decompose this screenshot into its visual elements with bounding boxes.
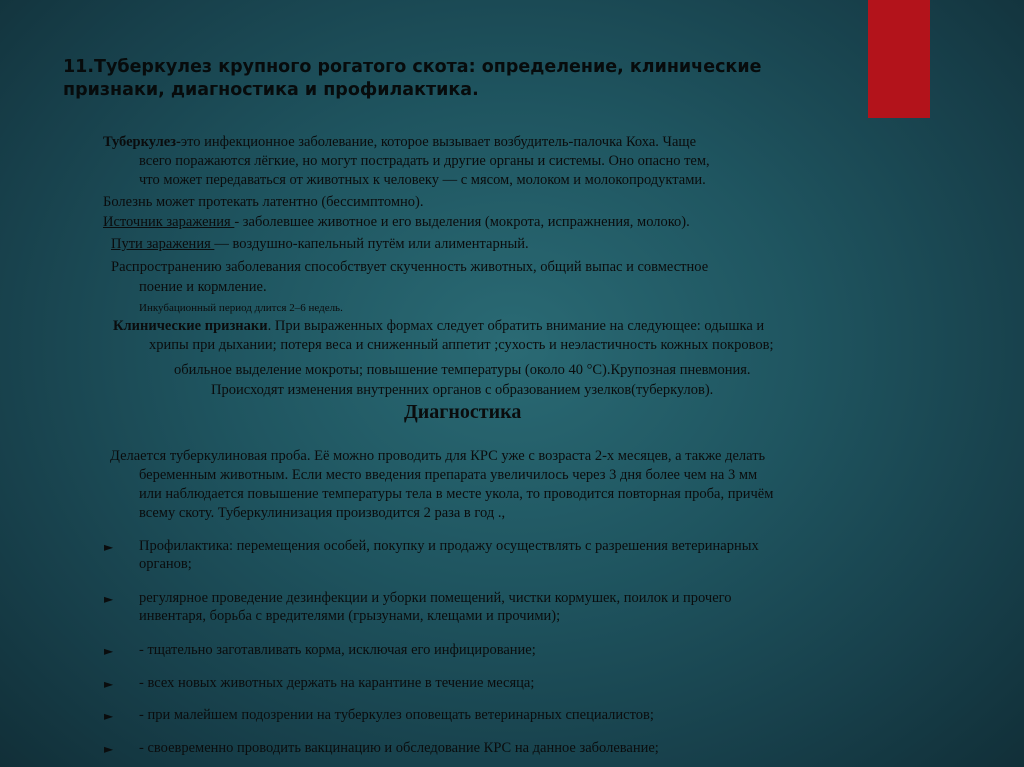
bullet-item-6: - своевременно проводить вакцинацию и обследование КРС на данное заболевание; <box>139 740 659 756</box>
clinical-line-4: Происходят изменения внутренних органов с образованием узелков(туберкулов). <box>211 382 714 398</box>
diagnostics-line-2: беременным животным. Если место введения препарата увеличилось через 3 дня более чем на 3 мм <box>139 467 758 483</box>
definition-line-3: что может передаваться от животных к человеку — с мясом, молоком и молокопродуктами. <box>139 172 706 188</box>
bullet-item-5: - при малейшем подозрении на туберкулез оповещать ветеринарных специалистов; <box>139 707 654 723</box>
source-line: Источник заражения - заболевшее животное и его выделения (мокрота, испражнения, молоко). <box>103 214 690 230</box>
source-label: Источник заражения <box>103 214 235 230</box>
diagnostics-line-4: всему скоту. Туберкулинизация производится 2 раза в год ., <box>139 505 506 521</box>
bullet-item-1-line-2: органов; <box>139 556 192 572</box>
bullet-arrow-icon: ► <box>104 677 114 691</box>
definition-line-2: всего поражаются лёгкие, но могут пострадать и другие органы и системы. Оно опасно тем, <box>139 153 710 169</box>
spread-line-1: Распространению заболевания способствует скученность животных, общий выпас и совместное <box>111 259 709 275</box>
clinical-line-3: обильное выделение мокроты; повышение температуры (около 40 °С).Крупозная пневмония. <box>174 362 751 378</box>
bullet-item-3: - тщательно заготавливать корма, исключая его инфицирование; <box>139 642 536 658</box>
slide-title: 11.Туберкулез крупного рогатого скота: определение, клинические признаки, диагностика и профилактика. <box>63 57 762 100</box>
definition-line-1: Туберкулез-это инфекционное заболевание, которое вызывает возбудитель-палочка Коха. Чаще <box>103 134 697 150</box>
bullet-item-2-line-1: регулярное проведение дезинфекции и уборки помещений, чистки кормушек, поилок и прочего <box>139 590 732 606</box>
routes-line: Пути заражения — воздушно-капельный путём или алиментарный. <box>111 236 529 252</box>
bullet-arrow-icon: ► <box>104 709 114 723</box>
bullet-arrow-icon: ► <box>104 592 114 606</box>
definition-line-4: Болезнь может протекать латентно (бессимптомно). <box>103 194 424 210</box>
incubation-text: Инкубационный период длится 2–6 недель. <box>139 302 343 314</box>
clinical-line-1: Клинические признаки. При выраженных формах следует обратить внимание на следующее: одышка и <box>113 318 765 334</box>
bullet-arrow-icon: ► <box>104 742 114 756</box>
red-accent-bar <box>868 0 930 118</box>
diagnostics-line-1: Делается туберкулиновая проба. Её можно проводить для КРС уже с возраста 2-х месяцев, а также делать <box>110 448 766 464</box>
clinical-line-2: хрипы при дыхании; потеря веса и сниженный аппетит ;сухость и неэластичность кожных покровов; <box>149 337 774 353</box>
routes-label: Пути заражения <box>111 236 215 252</box>
bullet-arrow-icon: ► <box>104 540 114 554</box>
diagnostics-heading: Диагностика <box>404 401 522 423</box>
bullet-arrow-icon: ► <box>104 644 114 658</box>
bullet-item-4: - всех новых животных держать на карантине в течение месяца; <box>139 675 535 691</box>
diagnostics-line-3: или наблюдается повышение температуры тела в месте укола, то проводится повторная проба, причём <box>139 486 774 502</box>
spread-line-2: поение и кормление. <box>139 279 267 295</box>
bullet-item-1-line-1: Профилактика: перемещения особей, покупку и продажу осуществлять с разрешения ветеринарных <box>139 538 759 554</box>
definition-term: Туберкулез- <box>103 134 181 150</box>
clinical-label: Клинические признаки <box>113 318 268 334</box>
bullet-item-2-line-2: инвентаря, борьба с вредителями (грызунами, клещами и прочими); <box>139 608 561 624</box>
